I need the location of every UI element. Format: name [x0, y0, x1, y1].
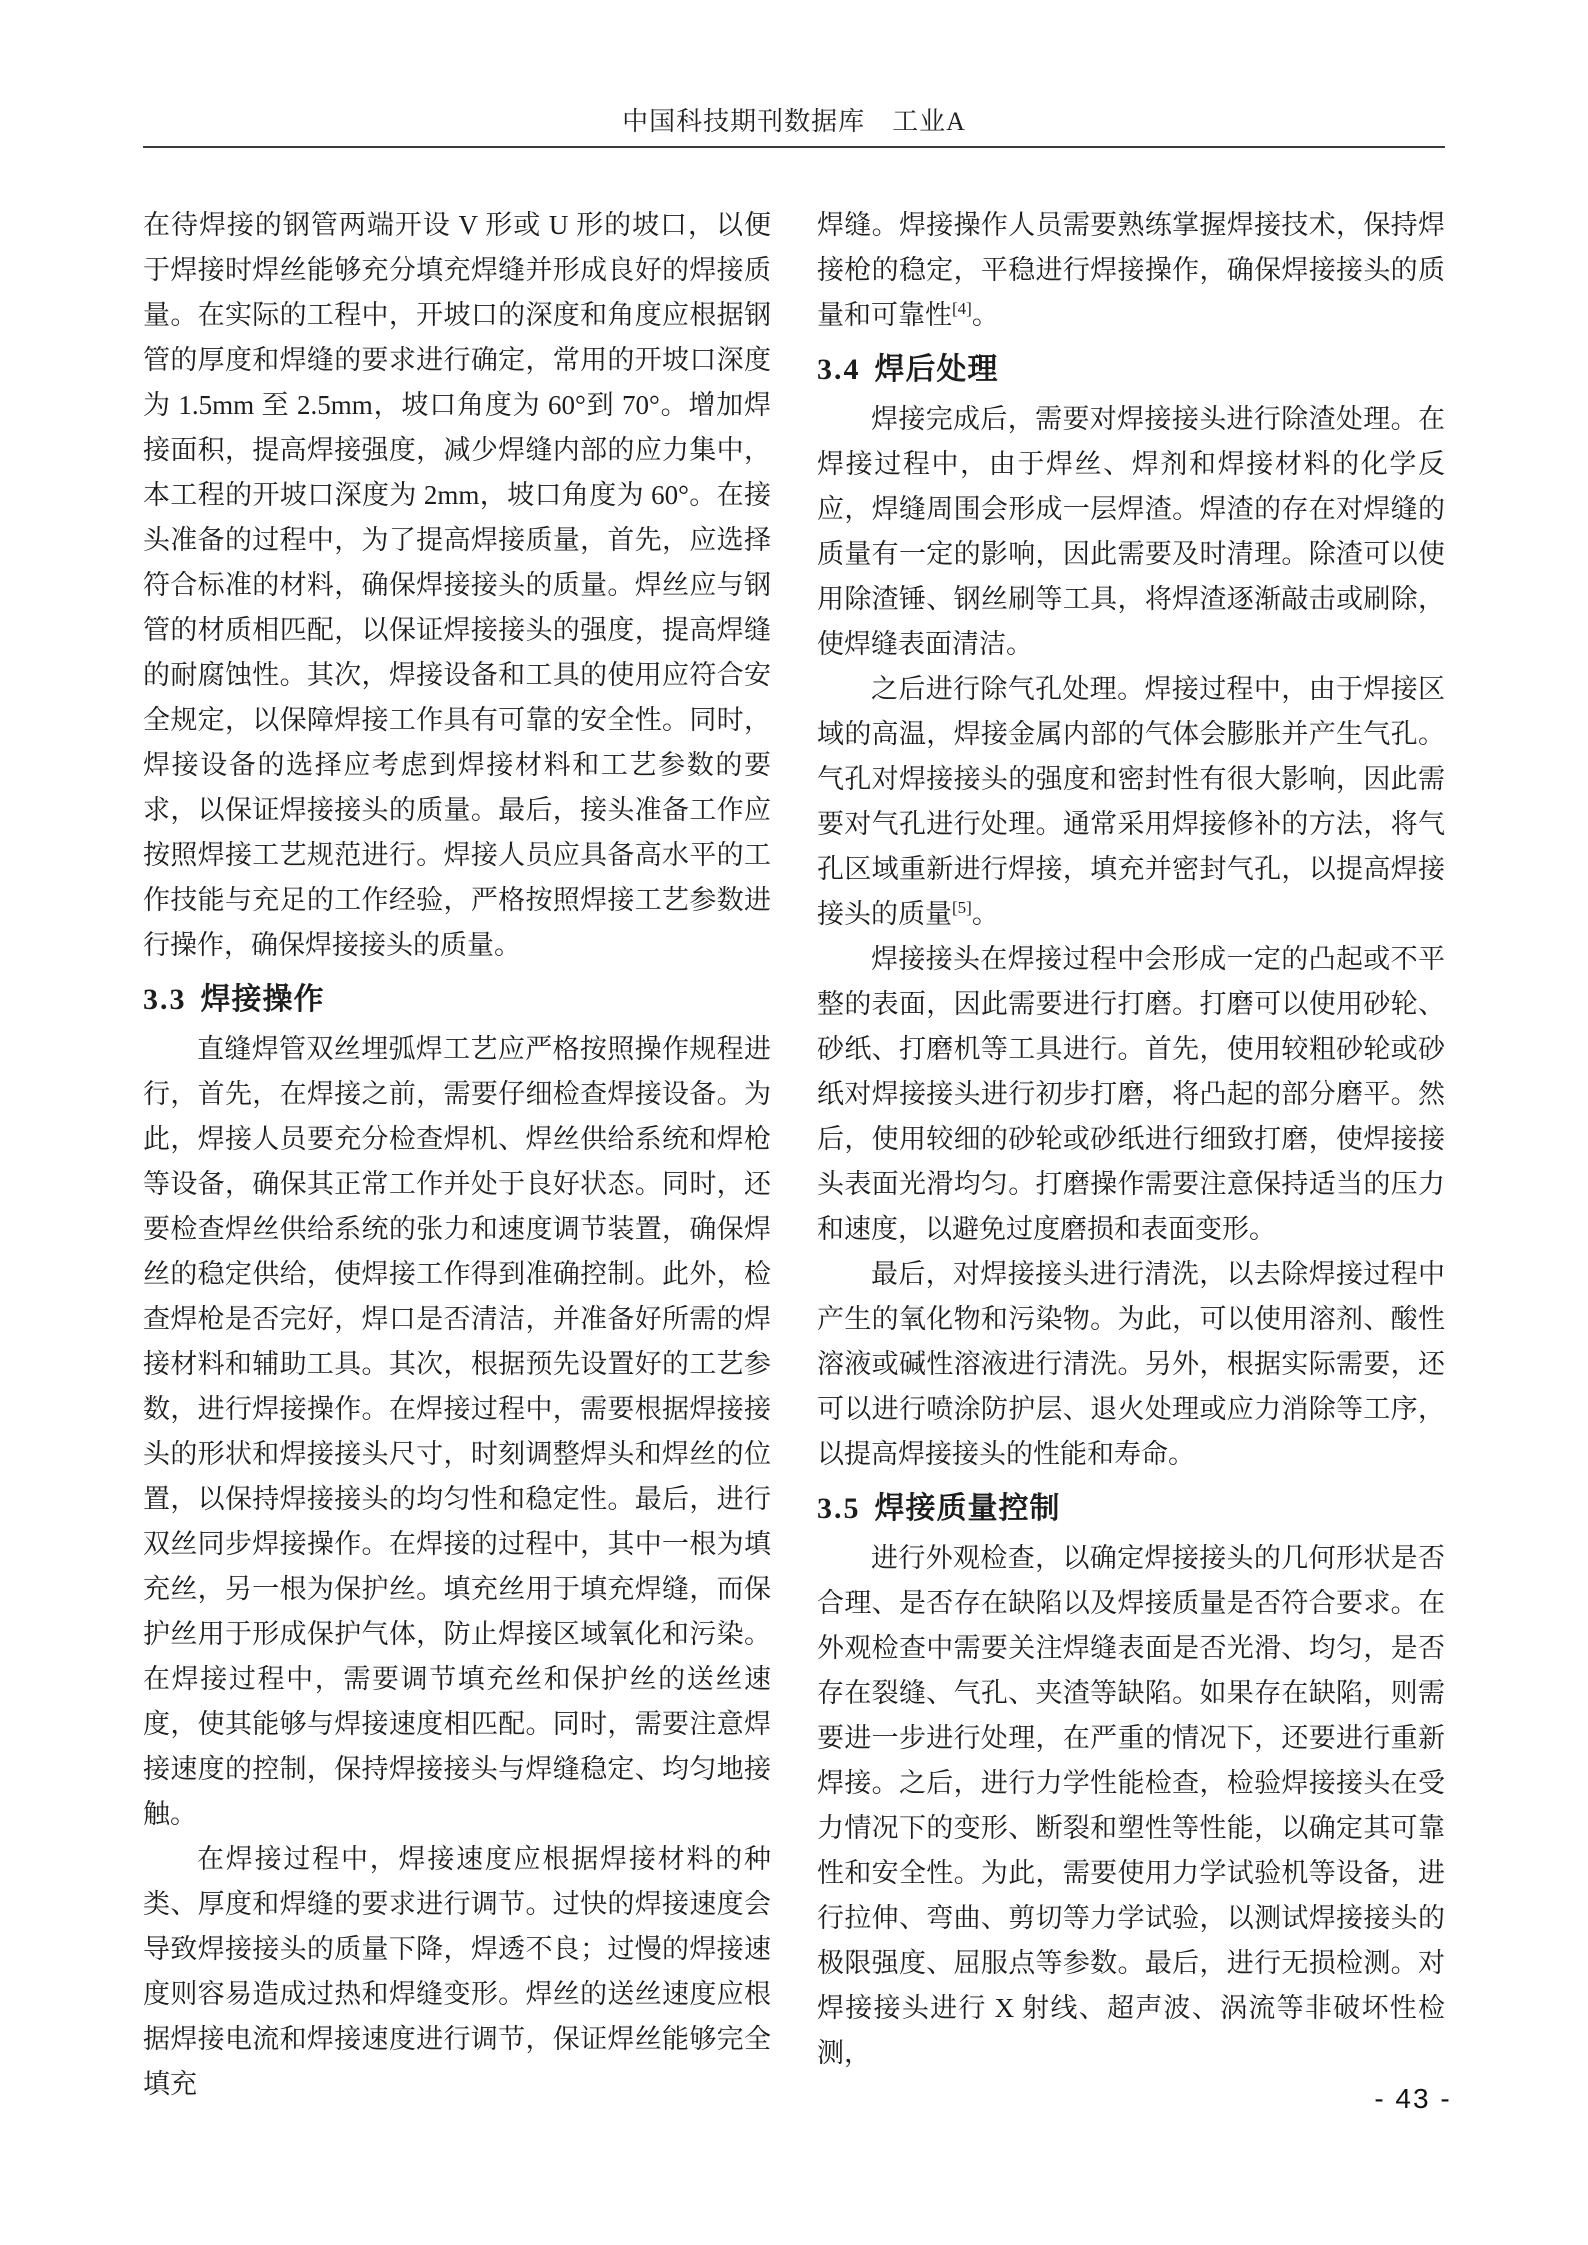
page-number: - 43 - — [1374, 2083, 1452, 2114]
heading-title: 焊后处理 — [874, 353, 999, 386]
page-header — [143, 0, 1445, 148]
paragraph-text: 焊缝。焊接操作人员需要熟练掌握焊接技术，保持焊接枪的稳定，平稳进行焊接操作，确保焊接接头的质量和可靠性 — [817, 210, 1445, 330]
two-column-body — [143, 148, 1445, 2107]
heading-number: 3.4 — [817, 353, 861, 386]
paragraph-quality-control: 进行外观检查，以确定焊接接头的几何形状是否合理、是否存在缺陷以及焊接质量是否符合要求。在外观检查中需要关注焊缝表面是否光滑、均匀，是否存在裂缝、气孔、夹渣等缺陷。如果存在缺陷，则需要进一步进行处理，在严重的情况下，还要进行重新焊接。之后，进行力学性能检查，检验焊接接头在受力情况下的变形、断裂和塑性等性能，以确定其可靠性和安全性。为此，需要使用力学试验机等设备，进行拉伸、弯曲、剪切等力学试验，以测试焊接接头的极限强度、屈服点等参数。最后，进行无损检测。对焊接接头进行 X 射线、超声波、涡流等非破坏性检测， — [817, 1543, 1445, 2068]
paragraph-weld-seam-continuation — [817, 203, 1445, 338]
paragraph-groove-preparation: 在待焊接的钢管两端开设 V 形或 U 形的坡口，以便于焊接时焊丝能够充分填充焊缝并形成良好的焊接质量。在实际的工程中，开坡口的深度和角度应根据钢管的厚度和焊缝的要求进行确定，常用的开坡口深度为 1.5mm 至 2.5mm，坡口角度为 60°到 70°。增加焊接面积，提高焊接强度，减少焊缝内部的应力集中，本工程的开坡口深度为 2mm，坡口角度为 60°。在接头准备的过程中，为了提高焊接质量，首先，应选择符合标准的材料，确保焊接接头的质量。焊丝应与钢管的材质相匹配，以保证焊接接头的强度，提高焊缝的耐腐蚀性。其次，焊接设备和工具的使用应符合安全规定，以保障焊接工作具有可靠的安全性。同时，焊接设备的选择应考虑到焊接材料和工艺参数的要求，以保证焊接接头的质量。最后，接头准备工作应按照焊接工艺规范进行。焊接人员应具备高水平的工作技能与充足的工作经验，严格按照焊接工艺参数进行操作，确保焊接接头的质量。 — [143, 210, 771, 960]
paragraph-welding-operation: 直缝焊管双丝埋弧焊工艺应严格按照操作规程进行，首先，在焊接之前，需要仔细检查焊接设备。为此，焊接人员要充分检查焊机、焊丝供给系统和焊枪等设备，确保其正常工作并处于良好状态。同时，还要检查焊丝供给系统的张力和速度调节装置，确保焊丝的稳定供给，使焊接工作得到准确控制。此外，检查焊枪是否完好，焊口是否清洁，并准备好所需的焊接材料和辅助工具。其次，根据预先设置好的工艺参数，进行焊接操作。在焊接过程中，需要根据焊接接头的形状和焊接接头尺寸，时刻调整焊头和焊丝的位置，以保持焊接接头的均匀性和稳定性。最后，进行双丝同步焊接操作。在焊接的过程中，其中一根为填充丝，另一根为保护丝。填充丝用于填充焊缝，而保护丝用于形成保护气体，防止焊接区域氧化和污染。在焊接过程中，需要调节填充丝和保护丝的送丝速度，使其能够与焊接速度相匹配。同时，需要注意焊接速度的控制，保持焊接接头与焊缝稳定、均匀地接触。 — [143, 1034, 771, 1829]
heading-number: 3.5 — [817, 1492, 861, 1525]
reference-marker-5: [5] — [952, 898, 972, 917]
reference-marker-4: [4] — [952, 299, 972, 318]
paragraph-text: 。 — [971, 300, 999, 330]
paragraph-porosity-treatment — [817, 667, 1445, 937]
paragraph-text: 。 — [971, 899, 999, 929]
paragraph-welding-speed: 在焊接过程中，焊接速度应根据焊接材料的种类、厚度和焊缝的要求进行调节。过快的焊接速度会导致焊接接头的质量下降，焊透不良；过慢的焊接速度则容易造成过热和焊缝变形。焊丝的送丝速度应根据焊接电流和焊接速度进行调节，保证焊丝能够完全填充 — [143, 1844, 771, 2099]
heading-title: 焊接操作 — [200, 983, 325, 1016]
heading-title: 焊接质量控制 — [874, 1492, 1061, 1525]
section-heading-3-4 — [817, 347, 1445, 392]
left-column — [143, 203, 771, 2107]
paragraph-text: 之后进行除气孔处理。焊接过程中，由于焊接区域的高温，焊接金属内部的气体会膨胀并产生气孔。气孔对焊接接头的强度和密封性有很大影响，因此需要对气孔进行处理。通常采用焊接修补的方法，将气孔区域重新进行焊接，填充并密封气孔，以提高焊接接头的质量 — [817, 674, 1445, 929]
journal-name: 中国科技期刊数据库 工业A — [622, 107, 966, 136]
paragraph-cleaning: 最后，对焊接接头进行清洗，以去除焊接过程中产生的氧化物和污染物。为此，可以使用溶剂、酸性溶液或碱性溶液进行清洗。另外，根据实际需要，还可以进行喷涂防护层、退火处理或应力消除等工序，以提高焊接接头的性能和寿命。 — [817, 1259, 1445, 1469]
paragraph-slag-removal: 焊接完成后，需要对焊接接头进行除渣处理。在焊接过程中，由于焊丝、焊剂和焊接材料的化学反应，焊缝周围会形成一层焊渣。焊渣的存在对焊缝的质量有一定的影响，因此需要及时清理。除渣可以使用除渣锤、钢丝刷等工具，将焊渣逐渐敲击或刷除，使焊缝表面清洁。 — [817, 404, 1445, 659]
heading-number: 3.3 — [143, 983, 187, 1016]
right-column — [817, 203, 1445, 2107]
section-heading-3-5 — [817, 1486, 1445, 1531]
paragraph-grinding: 焊接接头在焊接过程中会形成一定的凸起或不平整的表面，因此需要进行打磨。打磨可以使用砂轮、砂纸、打磨机等工具进行。首先，使用较粗砂轮或砂纸对焊接接头进行初步打磨，将凸起的部分磨平。然后，使用较细的砂轮或砂纸进行细致打磨，使焊接接头表面光滑均匀。打磨操作需要注意保持适当的压力和速度，以避免过度磨损和表面变形。 — [817, 944, 1445, 1244]
section-heading-3-3 — [143, 977, 771, 1022]
